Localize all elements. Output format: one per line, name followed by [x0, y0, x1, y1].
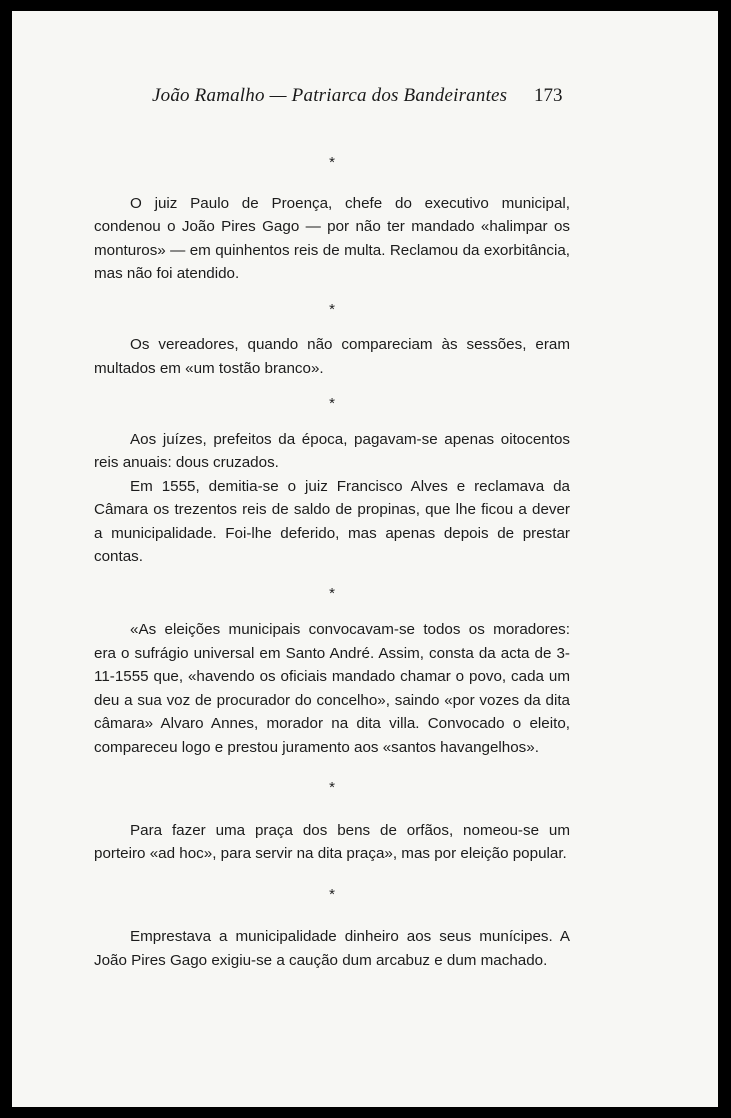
paragraph: Emprestava a municipalidade dinheiro aos seus munícipes. A João Pires Gago exigiu-se a caução dum arcabuz e dum machado. — [94, 928, 570, 969]
section-separator: * — [329, 395, 335, 412]
section-separator: * — [329, 584, 335, 602]
section-separator: * — [329, 300, 335, 318]
section-separator: * — [329, 885, 335, 903]
running-title: João Ramalho — Patriarca dos Bandeirantes — [152, 85, 508, 106]
section-separator: * — [329, 779, 335, 796]
book-page — [12, 11, 718, 1107]
page-header — [12, 85, 718, 115]
page-number: 173 — [534, 85, 563, 106]
paragraph: O juiz Paulo de Proença, chefe do executivo municipal, condenou o João Pires Gago — por não ter mandado «halimpar os monturos» — em quinhentos reis de multa. Reclamou da exorbitância, mas não foi atendido. — [94, 194, 570, 282]
paragraph: Em 1555, demitia-se o juiz Francisco Alves e reclamava da Câmara os trezentos reis de saldo de propinas, que lhe ficou a dever a municipalidade. Foi-lhe deferido, mas apenas depois de prestar contas. — [94, 477, 570, 565]
paragraph: «As eleições municipais convocavam-se todos os moradores: era o sufrágio universal em Santo André. Assim, consta da acta de 3-11-1555 que, «havendo os oficiais mandado chamar o povo, cada um deu a sua voz de procurador do concelho», saindo «por vozes da dita câmara» Alvaro Annes, morador na dita villa. Convocado o eleito, compareceu logo e prestou juramento aos «santos havangelhos». — [94, 621, 570, 756]
paragraph: Aos juízes, prefeitos da época, pagavam-se apenas oitocentos reis anuais: dous cruzados. — [94, 430, 570, 471]
page-body — [94, 151, 570, 972]
paragraph: Para fazer uma praça dos bens de orfãos, nomeou-se um porteiro «ad hoc», para servir na dita praça», mas por eleição popular. — [94, 821, 570, 862]
section-separator: * — [329, 154, 335, 171]
paragraph: Os vereadores, quando não compareciam às sessões, eram multados em «um tostão branco». — [94, 336, 570, 377]
